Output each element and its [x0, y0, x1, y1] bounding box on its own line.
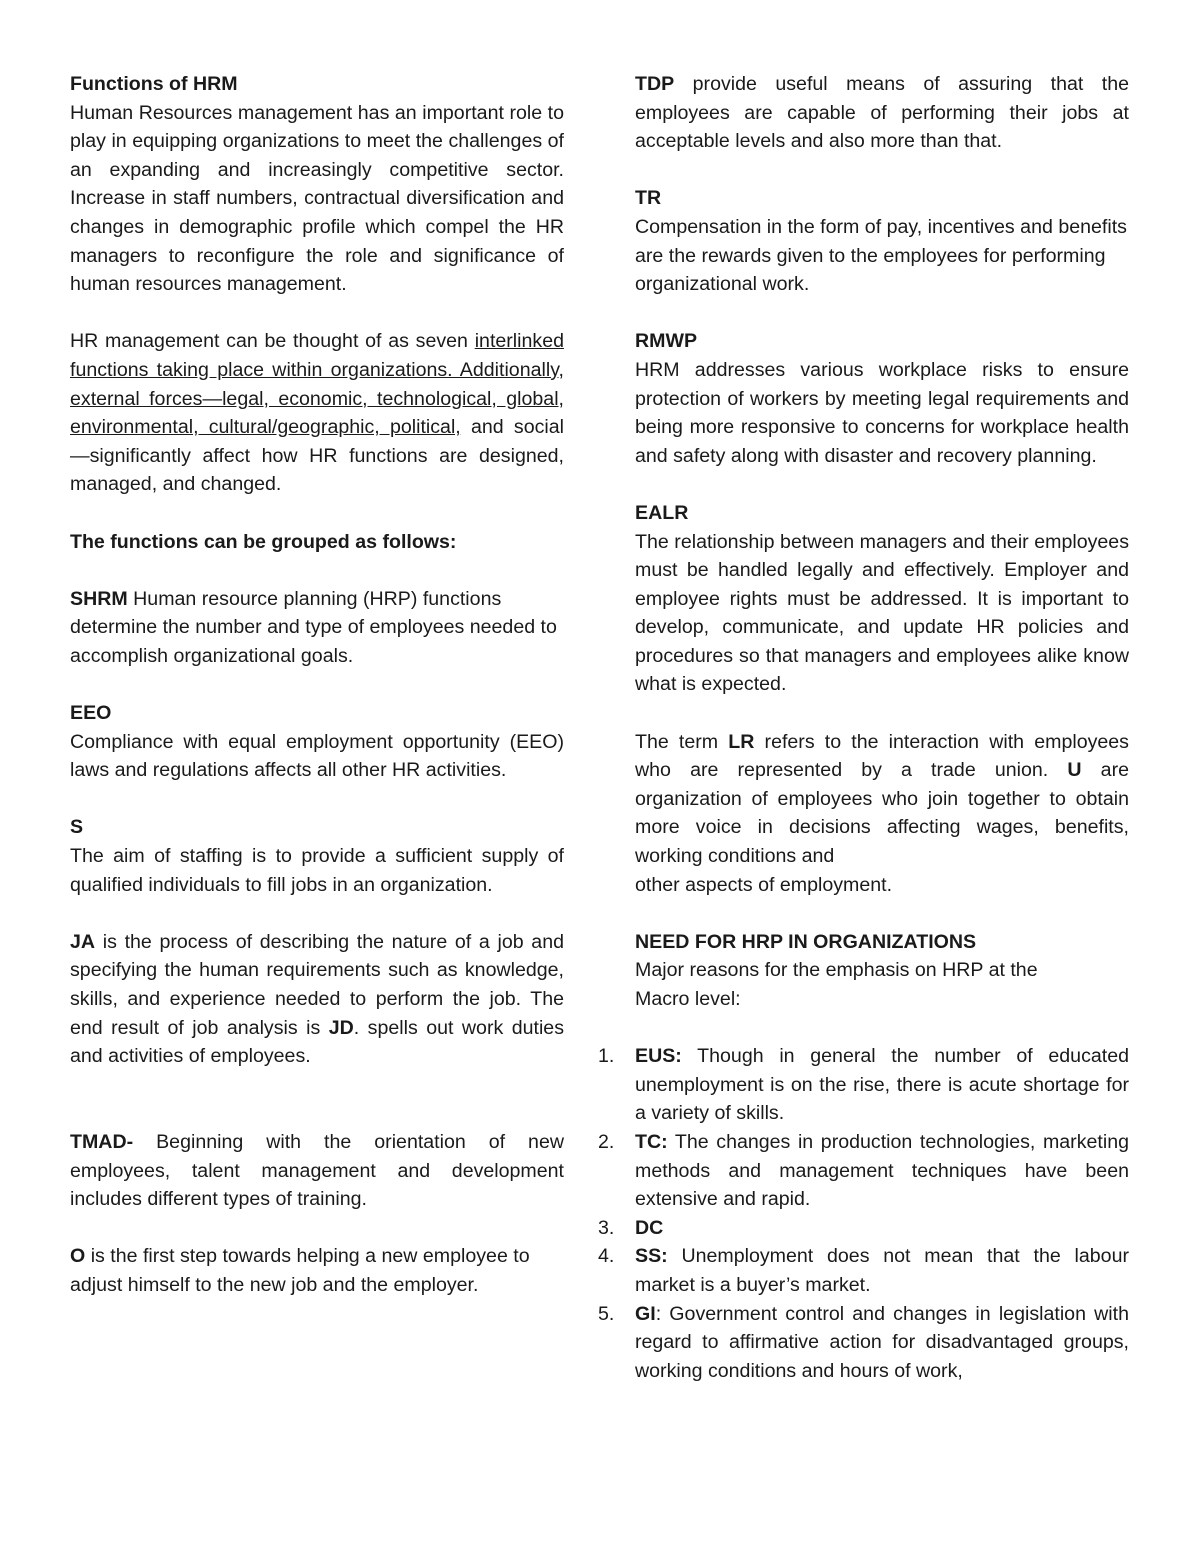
- list-item: 4. SS: Unemployment does not mean that the labour market is a buyer’s market.: [598, 1245, 1129, 1296]
- s-text: The aim of staffing is to provide a sufficient supply of qualified individuals to fill jobs in an organization.: [70, 845, 564, 896]
- list-item: 1. EUS: Though in general the number of educated unemployment is on the rise, there is acute shortage for a variety of skills.: [598, 1045, 1129, 1125]
- ealr-heading: EALR: [635, 501, 689, 524]
- forces-paragraph: HR management can be thought of as seven interlinked functions taking place within organizations. Additionally, external forces—legal, economic, technological, global, environmental, cultural/geographic, political, and social—significantly affect how HR functions are designed, managed, and changed.: [70, 330, 565, 496]
- reasons-list: [598, 1042, 1129, 1385]
- left-column: [70, 70, 564, 1300]
- list-item: 3. DC: [598, 1216, 664, 1239]
- lr-paragraph: The term LR refers to the interaction with employees who are represented by a trade union. U are organization of employees who join together to obtain more voice in decisions affecting wages, benefits, working conditions and: [635, 730, 1129, 868]
- o-paragraph: O is the first step towards helping a new employee to adjust himself to the new job and the employer.: [70, 1245, 530, 1296]
- list-item: 2. TC: The changes in production technologies, marketing methods and management techniques have been extensive and rapid.: [598, 1130, 1129, 1211]
- underlined-text: interlinked functions taking place within organizations. Additionally, external forces—legal, economic, technological, global, environmental, cultural/geographic, political,: [70, 330, 564, 439]
- s-heading: S: [70, 816, 84, 839]
- rmwp-heading: RMWP: [635, 330, 698, 353]
- right-column: [598, 70, 1129, 1385]
- list-item: 5. GI: Government control and changes in legislation with regard to affirmative action for disadvantaged groups, working conditions and hours of work,: [598, 1302, 1129, 1382]
- need-heading: NEED FOR HRP IN ORGANIZATIONS: [635, 930, 977, 953]
- tdp-paragraph: TDP provide useful means of assuring that the employees are capable of performing their jobs at acceptable levels and also more than that.: [635, 73, 1129, 153]
- shrm-paragraph: SHRM Human resource planning (HRP) functions determine the number and type of employees needed to accomplish organizational goals.: [70, 587, 557, 667]
- eeo-text: Compliance with equal employment opportunity (EEO) laws and regulations affects all other HR activities.: [70, 730, 564, 782]
- intro-paragraph: Human Resources management has an important role to play in equipping organizations to meet the challenges of an expanding and increasingly competitive sector. Increase in staff numbers, contractual diversification and changes in demographic profile which compel the HR managers to reconfigure the role and significance of human resources management.: [70, 101, 564, 296]
- tmad-paragraph: TMAD- Beginning with the orientation of new employees, talent management and development includes different types of training.: [70, 1130, 564, 1211]
- tr-text: Compensation in the form of pay, incentives and benefits are the rewards given to the employees for performing organizational work.: [635, 215, 1127, 296]
- ja-paragraph: JA is the process of describing the nature of a job and specifying the human requirements such as knowledge, skills, and experience needed to perform the job. The end result of job analysis is JD. spells out work duties and activities of employees.: [70, 930, 564, 1068]
- eeo-heading: EEO: [70, 702, 112, 725]
- need-line-1: Major reasons for the emphasis on HRP at the: [635, 959, 1038, 982]
- u-text-end: other aspects of employment.: [635, 873, 893, 896]
- ealr-text: The relationship between managers and their employees must be handled legally and effectively. Employer and employee rights must be addressed. It is important to develop, communicate, and update HR policies and procedures so that managers and employees alike know what is expected.: [635, 530, 1129, 696]
- tr-heading: TR: [635, 187, 662, 210]
- need-line-2: Macro level:: [635, 988, 741, 1010]
- grouped-heading: The functions can be grouped as follows:: [70, 530, 457, 553]
- section-title: Functions of HRM: [70, 73, 238, 95]
- rmwp-text: HRM addresses various workplace risks to ensure protection of workers by meeting legal requirements and being more responsive to concerns for workplace health and safety along with disaster and recovery planning.: [635, 358, 1129, 467]
